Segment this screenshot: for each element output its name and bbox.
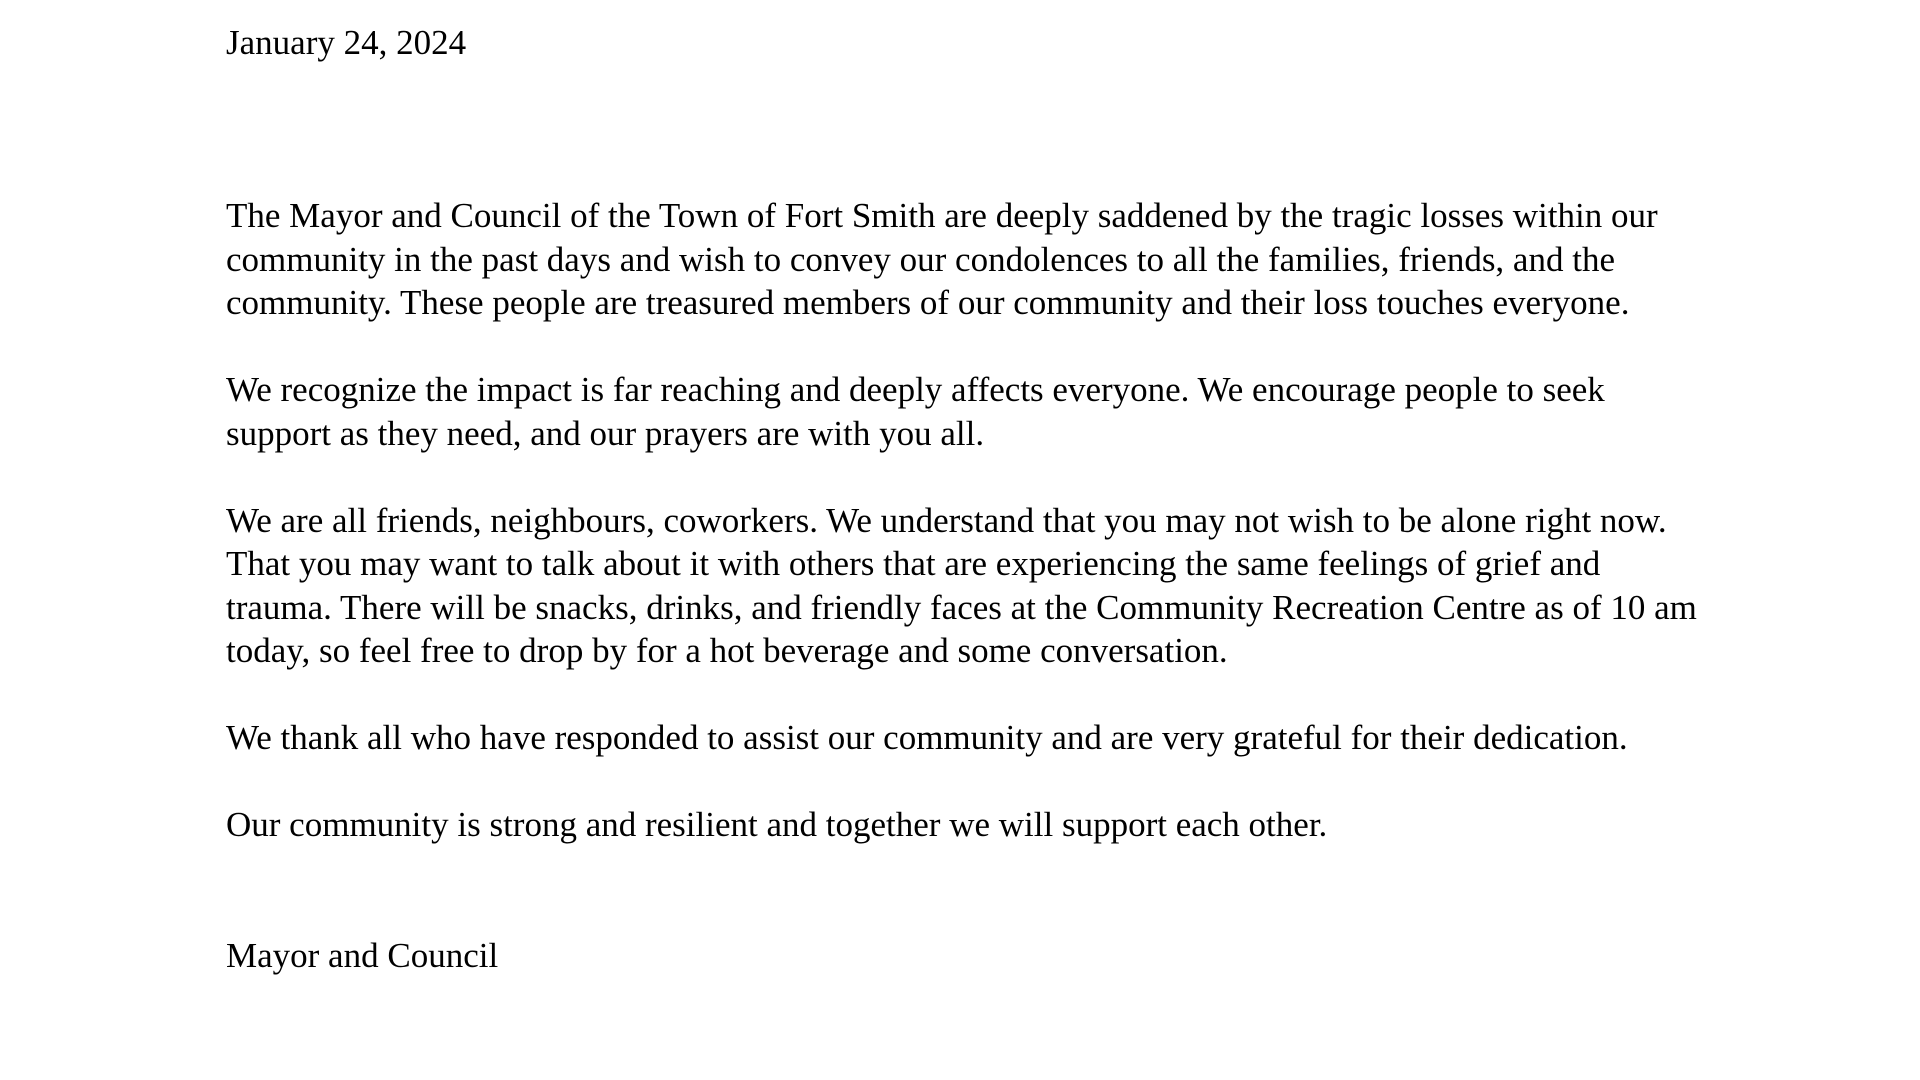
paragraph-gathering: We are all friends, neighbours, coworkers. We understand that you may not wish to be alone right now. That you may want to talk about it with others that are experiencing the same feelings of grief and trauma. There will be snacks, drinks, and friendly faces at the Community Recreation Centre as of 10 am today, so feel free to drop by for a hot beverage and some conversation. — [226, 500, 1697, 670]
letter-body — [226, 20, 1706, 977]
paragraph-resilience: Our community is strong and resilient and together we will support each other. — [226, 805, 1328, 844]
letter-date: January 24, 2024 — [226, 23, 467, 62]
paragraph-thanks: We thank all who have responded to assist our community and are very grateful for their dedication. — [226, 718, 1628, 757]
paragraph-condolences: The Mayor and Council of the Town of Fort Smith are deeply saddened by the tragic losses within our community in the past days and wish to convey our condolences to all the families, friends, and the community. These people are treasured members of our community and their loss touches everyone. — [226, 196, 1658, 322]
paragraph-support: We recognize the impact is far reaching and deeply affects everyone. We encourage people to seek support as they need, and our prayers are with you all. — [226, 370, 1605, 453]
letter-signature: Mayor and Council — [226, 935, 499, 975]
